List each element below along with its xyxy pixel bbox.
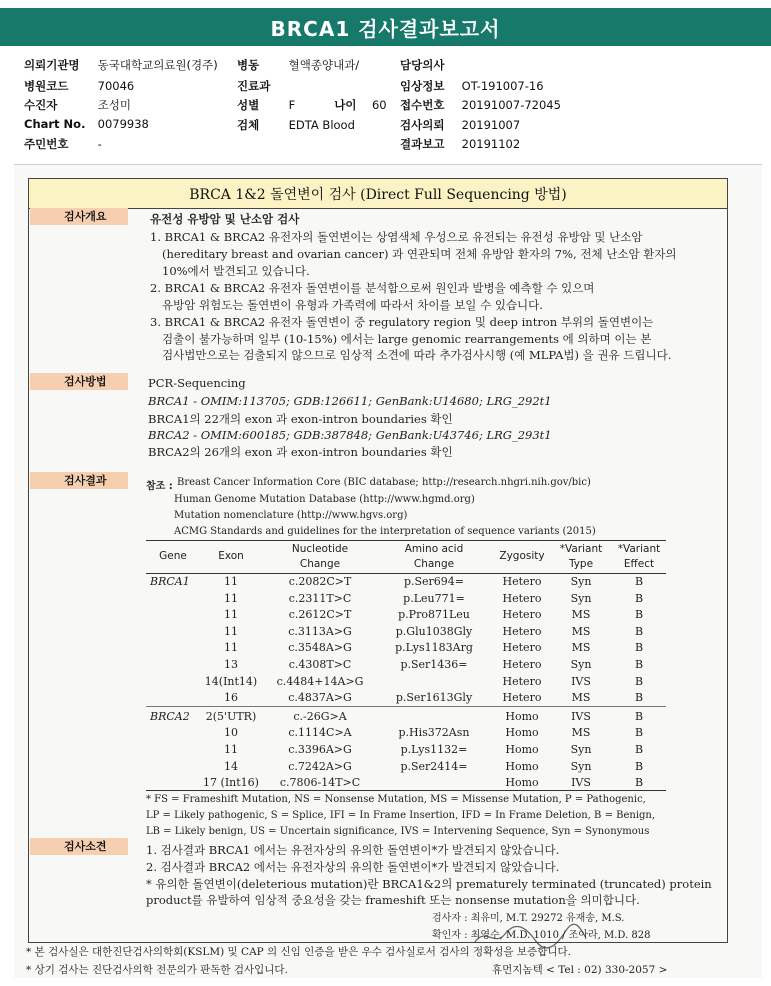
table-cell-aa: p.Ser1436= bbox=[400, 658, 468, 671]
request-label: 검사의뢰 bbox=[400, 118, 445, 132]
table-cell-zyg: Homo bbox=[505, 743, 539, 756]
table-cell-gene: BRCA1 bbox=[150, 575, 190, 588]
col-nucleotide-header-line2: Change bbox=[299, 558, 341, 570]
table-cell-nuc: c.7806-14T>C bbox=[279, 776, 361, 790]
table-cell-type: MS bbox=[571, 608, 591, 622]
reference-line: Human Genome Mutation Database (http://www.hgmd.org) bbox=[174, 494, 475, 505]
table-cell-aa: p.His372Asn bbox=[398, 726, 470, 740]
specimen-label: 검체 bbox=[237, 118, 260, 132]
method-line: BRCA2 - OMIM:600185; GDB:387848; GenBank:U43746; LRG_293t1 bbox=[148, 428, 552, 442]
table-cell-eff: B bbox=[634, 776, 644, 790]
table-cell-nuc: c.7242A>G bbox=[288, 759, 352, 773]
result-label: 검사결과 bbox=[30, 472, 128, 489]
table-cell-zyg: Homo bbox=[505, 776, 539, 790]
report-title: BRCA1 검사결과보고서 bbox=[0, 8, 771, 46]
table-cell-type: IVS bbox=[571, 776, 591, 790]
table-cell-zyg: Hetero bbox=[502, 591, 542, 605]
patient-label: 수진자 bbox=[24, 98, 58, 112]
overview-title: 유전성 유방암 및 난소암 검사 bbox=[150, 212, 300, 226]
table-bottom-rule bbox=[146, 790, 666, 791]
table-cell-type: IVS bbox=[571, 674, 591, 688]
finding-line: * 유의한 돌연변이(deleterious mutation)란 BRCA1&2의 prematurely terminated (truncated) protein bbox=[146, 877, 712, 891]
hospital-code-label: 병원코드 bbox=[24, 79, 69, 93]
specimen-field bbox=[237, 117, 355, 133]
table-cell-exon: 14(Int14) bbox=[204, 674, 258, 688]
table-cell-type: MS bbox=[571, 641, 591, 655]
overview-label: 검사개요 bbox=[30, 208, 128, 225]
col-exon-header: Exon bbox=[218, 550, 244, 562]
institution-label: 의뢰기관명 bbox=[24, 58, 80, 72]
table-cell-nuc: c.2311T>C bbox=[288, 591, 352, 605]
reference-prefix: 참조 : bbox=[146, 481, 173, 492]
table-cell-nuc: c.4484+14A>G bbox=[276, 674, 364, 688]
table-cell-aa: p.Pro871Leu bbox=[398, 608, 470, 622]
dept-label: 진료과 bbox=[237, 79, 271, 93]
method-line: BRCA1의 22개의 exon 과 exon-intron boundaries 확인 bbox=[148, 412, 453, 426]
reference-line: Breast Cancer Information Core (BIC database; http://research.nhgri.nih.gov/bic) bbox=[177, 477, 591, 488]
table-cell-eff: B bbox=[634, 608, 644, 622]
table-cell-eff: B bbox=[634, 641, 644, 655]
col-amino-header-line2: Change bbox=[413, 558, 455, 570]
overview-line: 유방암 위험도는 돌연변이 유형과 가족력에 따라서 차이를 보일 수 있습니다. bbox=[162, 298, 543, 312]
table-cell-nuc: c.2612C>T bbox=[288, 608, 352, 622]
method-line: BRCA2의 26개의 exon 과 exon-intron boundaries 확인 bbox=[148, 445, 453, 459]
table-cell-exon: 10 bbox=[224, 726, 238, 740]
ward-value: 혈액종양내과/ bbox=[288, 58, 360, 72]
table-cell-exon: 11 bbox=[224, 608, 238, 622]
col-effect-header-line1: *Variant bbox=[617, 543, 661, 555]
table-top-rule bbox=[146, 540, 666, 541]
table-cell-exon: 16 bbox=[224, 691, 238, 705]
col-amino-header-line1: Amino acid bbox=[404, 543, 464, 555]
report-date-field bbox=[400, 136, 520, 152]
table-cell-zyg: Hetero bbox=[502, 658, 542, 671]
chart-label: Chart No. bbox=[24, 117, 86, 131]
table-cell-type: Syn bbox=[570, 575, 592, 588]
table-cell-eff: B bbox=[634, 658, 644, 671]
institution-value: 동국대학교의료원(경주) bbox=[97, 58, 218, 72]
table-cell-exon: 2(5'UTR) bbox=[205, 709, 257, 723]
table-cell-zyg: Hetero bbox=[502, 575, 542, 588]
table-cell-exon: 11 bbox=[224, 641, 238, 655]
col-type-header-line2: Type bbox=[568, 558, 594, 570]
patient-field bbox=[24, 97, 131, 113]
table-cell-aa: p.Ser2414= bbox=[400, 759, 468, 773]
table-cell-eff: B bbox=[634, 759, 644, 773]
table-cell-type: Syn bbox=[570, 759, 592, 773]
table-cell-type: Syn bbox=[570, 658, 592, 671]
certification-line: * 본 검사실은 대한진단검사의학회(KSLM) 및 CAP 의 신임 인증을 받은 우수 검사실로서 검사의 정확성을 보증합니다. bbox=[26, 946, 571, 958]
overview-line: 1. BRCA1 & BRCA2 유전자의 돌연변이는 상염색체 우성으로 유전되는 유전성 유방암 및 난소암 bbox=[150, 230, 643, 244]
overview-line: 3. BRCA1 & BRCA2 유전자 돌연변이 중 regulatory region 및 deep intron 부위의 돌연변이는 bbox=[150, 315, 654, 329]
id-field bbox=[24, 136, 102, 152]
col-amino-header bbox=[384, 542, 484, 572]
table-cell-nuc: c.2082C>T bbox=[288, 575, 352, 588]
table-cell-nuc: c.3113A>G bbox=[288, 624, 352, 638]
col-zygosity-header: Zygosity bbox=[499, 550, 545, 562]
receipt-value: 20191007-72045 bbox=[461, 98, 561, 112]
table-cell-zyg: Hetero bbox=[502, 691, 542, 705]
table-cell-eff: B bbox=[634, 726, 644, 740]
table-cell-zyg: Hetero bbox=[502, 641, 542, 655]
table-cell-nuc: c.4308T>C bbox=[288, 658, 352, 671]
finding-line: 2. 검사결과 BRCA2 에서는 유전자상의 유의한 돌연변이*가 발견되지 않았습니다. bbox=[146, 860, 560, 874]
table-cell-exon: 11 bbox=[224, 743, 238, 756]
table-cell-aa: p.Lys1132= bbox=[400, 743, 468, 756]
table-cell-gene: BRCA2 bbox=[150, 709, 190, 723]
request-field bbox=[400, 117, 520, 133]
table-cell-aa: p.Ser694= bbox=[403, 575, 465, 588]
col-nucleotide-header-line1: Nucleotide bbox=[291, 543, 349, 555]
table-cell-exon: 13 bbox=[224, 658, 238, 671]
table-cell-zyg: Hetero bbox=[502, 674, 542, 688]
table-cell-eff: B bbox=[634, 743, 644, 756]
col-nucleotide-header bbox=[270, 542, 370, 572]
method-label: 검사방법 bbox=[30, 373, 128, 390]
table-cell-nuc: c.3396A>G bbox=[288, 743, 352, 756]
examiner-line: 검사자 : 최유미, M.T. 29272 유재송, M.S. bbox=[432, 913, 625, 924]
table-cell-nuc: c.1114C>A bbox=[288, 726, 352, 740]
overview-line: 검출이 불가능하며 일부 (10-15%) 에서는 large genomic rearrangements 에 의하며 이는 본 bbox=[162, 332, 652, 346]
table-cell-eff: B bbox=[634, 575, 644, 588]
finding-line: 1. 검사결과 BRCA1 에서는 유전자상의 유의한 돌연변이*가 발견되지 않았습니다. bbox=[146, 843, 560, 857]
col-effect-header-line2: Effect bbox=[623, 558, 655, 570]
sex-value: F bbox=[288, 98, 296, 112]
table-cell-zyg: Homo bbox=[505, 709, 539, 723]
finding-label: 검사소견 bbox=[30, 838, 128, 855]
hospital-code-field bbox=[24, 78, 134, 94]
table-cell-zyg: Hetero bbox=[502, 624, 542, 638]
finding-line: product를 유발하여 임상적 중요성을 갖는 frameshift 또는 nonsense mutation을 의미합니다. bbox=[146, 893, 640, 907]
table-cell-type: IVS bbox=[571, 709, 591, 723]
table-cell-aa: p.Lys1183Arg bbox=[395, 641, 473, 655]
table-cell-zyg: Homo bbox=[505, 759, 539, 773]
col-type-header bbox=[552, 542, 610, 572]
col-gene-header: Gene bbox=[159, 550, 187, 562]
clinical-info-field bbox=[400, 78, 544, 94]
chart-field bbox=[24, 117, 149, 131]
table-cell-eff: B bbox=[634, 624, 644, 638]
age-value: 60 bbox=[371, 98, 387, 112]
header-row-1 bbox=[24, 57, 218, 73]
dept-field bbox=[237, 78, 270, 94]
sex-label: 성별 bbox=[237, 98, 260, 112]
table-cell-exon: 14 bbox=[224, 759, 238, 773]
specimen-value: EDTA Blood bbox=[288, 118, 355, 132]
table-cell-exon: 17 (Int16) bbox=[203, 776, 259, 790]
table-cell-aa: p.Glu1038Gly bbox=[395, 624, 473, 638]
method-line: BRCA1 - OMIM:113705; GDB:126611; GenBank:U14680; LRG_292t1 bbox=[148, 394, 552, 408]
table-cell-nuc: c.3548A>G bbox=[288, 641, 352, 655]
sex-field bbox=[237, 97, 387, 113]
bottom-note: * 상기 검사는 진단검사의학 전문의가 판독한 검사입니다. bbox=[26, 964, 288, 976]
table-cell-type: Syn bbox=[570, 591, 592, 605]
table-cell-zyg: Homo bbox=[505, 726, 539, 740]
table-cell-type: MS bbox=[571, 624, 591, 638]
request-value: 20191007 bbox=[461, 118, 521, 132]
contact-line: 휴먼지놈텍 < Tel : 02) 330-2057 > bbox=[492, 964, 668, 976]
table-header-rule bbox=[146, 573, 666, 574]
clinical-info-label: 임상정보 bbox=[400, 79, 445, 93]
table-cell-eff: B bbox=[634, 674, 644, 688]
overview-line: 2. BRCA1 & BRCA2 유전자 돌연변이를 분석함으로써 원인과 발병을 예측할 수 있으며 bbox=[150, 281, 595, 295]
chart-value: 0079938 bbox=[97, 117, 149, 131]
patient-value: 조성미 bbox=[97, 98, 131, 112]
reference-line: Mutation nomenclature (http://www.hgvs.org) bbox=[174, 510, 408, 521]
table-cell-type: Syn bbox=[570, 743, 592, 756]
overview-line: 검사법만으로는 검출되지 않으므로 임상적 소견에 따라 추가검사시행 (예 MLPA법) 을 권유 드립니다. bbox=[162, 348, 672, 362]
report-date-value: 20191102 bbox=[461, 137, 521, 151]
doctor-field bbox=[400, 57, 444, 73]
col-type-header-line1: *Variant bbox=[559, 543, 603, 555]
table-cell-eff: B bbox=[634, 691, 644, 705]
reference-line: ACMG Standards and guidelines for the interpretation of sequence variants (2015) bbox=[174, 526, 596, 537]
table-cell-exon: 11 bbox=[224, 591, 238, 605]
table-cell-eff: B bbox=[634, 709, 644, 723]
table-cell-nuc: c.4837A>G bbox=[288, 691, 352, 705]
col-effect-header bbox=[610, 542, 668, 572]
id-value: - bbox=[97, 137, 102, 151]
report-banner: BRCA 1&2 돌연변이 검사 (Direct Full Sequencing 방법) bbox=[29, 179, 727, 209]
table-cell-type: MS bbox=[571, 691, 591, 705]
table-cell-nuc: c.-26G>A bbox=[293, 709, 347, 723]
ward-field bbox=[237, 57, 359, 73]
age-label: 나이 bbox=[334, 98, 357, 112]
footnote-line: LB = Likely benign, US = Uncertain significance, IVS = Intervening Sequence, Syn = Synonymous bbox=[146, 826, 650, 837]
id-label: 주민번호 bbox=[24, 137, 69, 151]
footnote-line: * FS = Frameshift Mutation, NS = Nonsense Mutation, MS = Missense Mutation, P = Pathogenic, bbox=[146, 794, 646, 805]
table-cell-type: MS bbox=[571, 726, 591, 740]
report-date-label: 결과보고 bbox=[400, 137, 445, 151]
clinical-info-value: OT-191007-16 bbox=[461, 79, 544, 93]
table-cell-aa: p.Ser1613Gly bbox=[395, 691, 473, 705]
table-cell-eff: B bbox=[634, 591, 644, 605]
doctor-label: 담당의사 bbox=[400, 58, 445, 72]
table-group-rule bbox=[146, 706, 666, 707]
table-cell-aa: p.Leu771= bbox=[403, 591, 465, 605]
table-cell-exon: 11 bbox=[224, 624, 238, 638]
receipt-field bbox=[400, 97, 561, 113]
table-cell-zyg: Hetero bbox=[502, 608, 542, 622]
ward-label: 병동 bbox=[237, 58, 260, 72]
confirmer-line: 확인자 : 최영수, M.D. 1010 / 조아라, M.D. 828 bbox=[432, 930, 651, 941]
overview-line: 10%에서 발견되고 있습니다. bbox=[162, 264, 310, 278]
method-title: PCR-Sequencing bbox=[148, 376, 246, 390]
receipt-label: 접수번호 bbox=[400, 98, 445, 112]
hospital-code-value: 70046 bbox=[97, 79, 135, 93]
table-cell-exon: 11 bbox=[224, 575, 238, 588]
footnote-line: LP = Likely pathogenic, S = Splice, IFI = In Frame Insertion, IFD = In Frame Deletion, B = Benign, bbox=[146, 810, 656, 821]
overview-line: (hereditary breast and ovarian cancer) 과 연관되며 전체 유방암 환자의 7%, 전체 난소암 환자의 bbox=[162, 247, 677, 261]
